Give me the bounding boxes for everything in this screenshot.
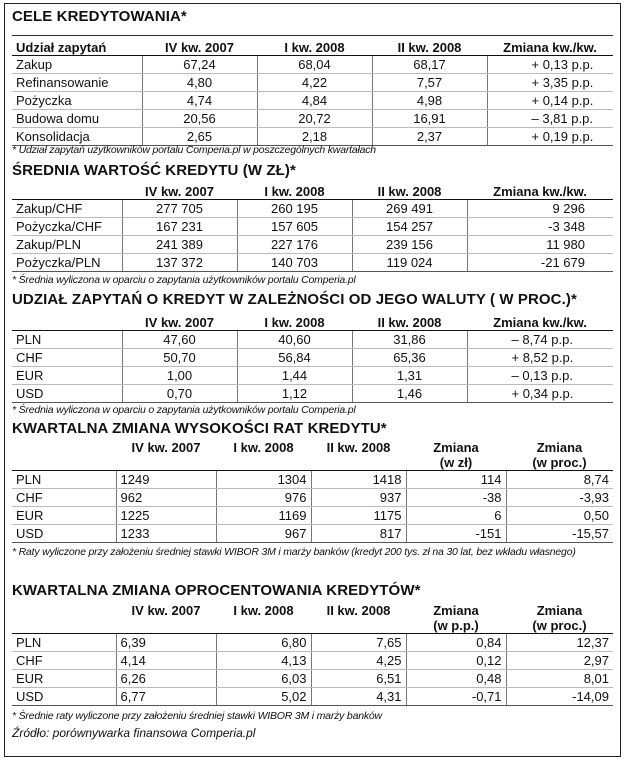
column-header: I kw. 2008 [233, 603, 294, 618]
table-cell: 6,03 [216, 670, 311, 688]
column-header: Zmiana [536, 603, 583, 618]
column-subheader: (w zł) [406, 455, 506, 471]
table-cell: 227 176 [237, 236, 352, 254]
column-header: Zmiana kw./kw. [487, 40, 613, 56]
table-cell: + 0,14 p.p. [487, 92, 613, 110]
table-cell: 239 156 [352, 236, 467, 254]
table-row [12, 349, 613, 367]
table-cell: 1249 [116, 471, 216, 489]
table-cell: 1,44 [237, 367, 352, 385]
table-cell: -3 348 [467, 218, 613, 236]
table-cell: 0,48 [406, 670, 506, 688]
table-cell: -151 [406, 525, 506, 543]
table-cell: + 3,35 p.p. [487, 74, 613, 92]
table-row [12, 471, 613, 489]
table-cell: 6,39 [116, 634, 216, 652]
table-row [12, 688, 613, 706]
row-label: USD [12, 525, 116, 543]
table-cell: 31,86 [352, 331, 467, 349]
column-header: Udział zapytań [12, 40, 142, 56]
row-label: Pożyczka/PLN [12, 254, 122, 272]
divider [12, 35, 613, 36]
row-label: USD [12, 688, 116, 706]
table-row [12, 507, 613, 525]
table-cell: 7,57 [372, 74, 487, 92]
column-header: II kw. 2008 [352, 315, 467, 331]
row-label: Zakup/PLN [12, 236, 122, 254]
table-cell: – 0,13 p.p. [467, 367, 613, 385]
table-cell: 817 [311, 525, 406, 543]
table-cell: 260 195 [237, 200, 352, 218]
table-row [12, 110, 613, 128]
table-cell: – 3,81 p.p. [487, 110, 613, 128]
row-label: PLN [12, 331, 122, 349]
table-cell: -38 [406, 489, 506, 507]
table-zmiana-oprocentowania [12, 603, 613, 706]
table-cell: 7,65 [311, 634, 406, 652]
table-cell: 4,74 [142, 92, 257, 110]
table-cell: 269 491 [352, 200, 467, 218]
table-cell: 40,60 [237, 331, 352, 349]
table-row [12, 652, 613, 670]
column-header: IV kw. 2007 [142, 40, 257, 56]
table-cell: 976 [216, 489, 311, 507]
table-cell: + 0,13 p.p. [487, 56, 613, 74]
table-row [12, 367, 613, 385]
table-cell: 167 231 [122, 218, 237, 236]
table-cell: 5,02 [216, 688, 311, 706]
column-header: Zmiana kw./kw. [467, 184, 613, 200]
table-cell: 137 372 [122, 254, 237, 272]
table-cell: 68,04 [257, 56, 372, 74]
column-subheader [216, 618, 311, 634]
row-label: EUR [12, 367, 122, 385]
table-cell: 1304 [216, 471, 311, 489]
section-title-srednia-wartosc: ŚREDNIA WARTOŚĆ KREDYTU (W ZŁ)* [12, 162, 296, 179]
row-label: CHF [12, 652, 116, 670]
row-label: Zakup [12, 56, 142, 74]
table-cell: 0,70 [122, 385, 237, 403]
section-title-zmiana-oprocentowania: KWARTALNA ZMIANA OPROCENTOWANIA KREDYTÓW* [12, 582, 421, 599]
table-cell: 4,31 [311, 688, 406, 706]
table-cell: + 0,34 p.p. [467, 385, 613, 403]
table-cell: 4,84 [257, 92, 372, 110]
row-label: PLN [12, 634, 116, 652]
table-cell: 1225 [116, 507, 216, 525]
column-header: I kw. 2008 [237, 184, 352, 200]
table-row [12, 385, 613, 403]
table-cell: 4,14 [116, 652, 216, 670]
table-srednia-wartosc [12, 184, 613, 272]
table-cell: 1233 [116, 525, 216, 543]
table-cell: 1418 [311, 471, 406, 489]
table-cell: 241 389 [122, 236, 237, 254]
table-cell: 11 980 [467, 236, 613, 254]
column-subheader [311, 455, 406, 471]
table-cell: + 0,19 p.p. [487, 128, 613, 146]
column-header: IV kw. 2007 [131, 603, 201, 618]
table-cell: 4,80 [142, 74, 257, 92]
column-header: II kw. 2008 [352, 184, 467, 200]
table-cele-kredytowania [12, 40, 613, 146]
column-header: Zmiana [433, 440, 479, 455]
table-cell: 1,31 [352, 367, 467, 385]
table-cell: 68,17 [372, 56, 487, 74]
column-header [12, 315, 122, 331]
row-label: EUR [12, 507, 116, 525]
column-subheader [311, 618, 406, 634]
source-line: Źródło: porównywarka finansowa Comperia.pl [12, 726, 256, 740]
table-cell: 0,50 [506, 507, 613, 525]
table-cell: 1169 [216, 507, 311, 525]
table-cell: + 8,52 p.p. [467, 349, 613, 367]
table-row [12, 128, 613, 146]
table-cell: 154 257 [352, 218, 467, 236]
table-cell: 4,13 [216, 652, 311, 670]
table-cell: 937 [311, 489, 406, 507]
table-cell: -14,09 [506, 688, 613, 706]
column-subheader [12, 618, 116, 634]
table-cell: 1,00 [122, 367, 237, 385]
table-row [12, 525, 613, 543]
table-row [12, 56, 613, 74]
footnote-udzial: * Średnia wyliczona w oparciu o zapytania użytkowników portalu Comperia.pl [12, 404, 356, 416]
table-row [12, 331, 613, 349]
table-cell: 16,91 [372, 110, 487, 128]
table-cell: – 8,74 p.p. [467, 331, 613, 349]
table-cell: 119 024 [352, 254, 467, 272]
table-cell: 50,70 [122, 349, 237, 367]
column-subheader [216, 455, 311, 471]
table-cell: 6,77 [116, 688, 216, 706]
table-row [12, 92, 613, 110]
column-header [12, 184, 122, 200]
column-header: IV kw. 2007 [122, 315, 237, 331]
table-cell: -0,71 [406, 688, 506, 706]
table-udzial-waluty [12, 315, 613, 403]
table-cell: 12,37 [506, 634, 613, 652]
table-cell: 1,46 [352, 385, 467, 403]
row-label: Pożyczka/CHF [12, 218, 122, 236]
column-subheader [12, 455, 116, 471]
section-title-udzial-waluty: UDZIAŁ ZAPYTAŃ O KREDYT W ZALEŻNOŚCI OD JEGO WALUTY ( W PROC.)* [12, 291, 577, 308]
footnote-raty: * Raty wyliczone przy założeniu średniej stawki WIBOR 3M i marży banków (kredyt 200 tys. zł na 30 lat, bez wkładu własnego) [12, 546, 576, 558]
table-cell: 1175 [311, 507, 406, 525]
column-header [12, 440, 116, 455]
table-row [12, 236, 613, 254]
column-header: II kw. 2008 [326, 603, 391, 618]
row-label: Refinansowanie [12, 74, 142, 92]
table-cell: 8,74 [506, 471, 613, 489]
table-cell: 0,12 [406, 652, 506, 670]
row-label: Konsolidacja [12, 128, 142, 146]
table-row [12, 489, 613, 507]
table-cell: 140 703 [237, 254, 352, 272]
table-row [12, 200, 613, 218]
row-label: PLN [12, 471, 116, 489]
column-subheader: (w proc.) [506, 618, 613, 634]
footnote-cele: * Udział zapytań użytkowników portalu Comperia.pl w poszczególnych kwartałach [12, 144, 376, 156]
row-label: Budowa domu [12, 110, 142, 128]
section-title-zmiana-rat: KWARTALNA ZMIANA WYSOKOŚCI RAT KREDYTU* [12, 420, 387, 437]
table-zmiana-rat [12, 440, 613, 543]
table-cell: 157 605 [237, 218, 352, 236]
table-cell: 56,84 [237, 349, 352, 367]
table-cell: 20,72 [257, 110, 372, 128]
table-cell: 0,84 [406, 634, 506, 652]
column-header: I kw. 2008 [257, 40, 372, 56]
table-cell: 9 296 [467, 200, 613, 218]
row-label: Pożyczka [12, 92, 142, 110]
row-label: Zakup/CHF [12, 200, 122, 218]
column-subheader: (w proc.) [506, 455, 613, 471]
table-cell: 114 [406, 471, 506, 489]
table-cell: 2,65 [142, 128, 257, 146]
table-row [12, 634, 613, 652]
table-cell: 6 [406, 507, 506, 525]
column-subheader [116, 455, 216, 471]
column-header: II kw. 2008 [326, 440, 391, 455]
column-header: Zmiana [433, 603, 479, 618]
row-label: EUR [12, 670, 116, 688]
column-header: Zmiana kw./kw. [467, 315, 613, 331]
column-header: I kw. 2008 [237, 315, 352, 331]
table-cell: 2,37 [372, 128, 487, 146]
table-cell: 2,18 [257, 128, 372, 146]
column-subheader: (w p.p.) [406, 618, 506, 634]
row-label: CHF [12, 349, 122, 367]
column-header: I kw. 2008 [233, 440, 294, 455]
table-cell: 4,98 [372, 92, 487, 110]
table-cell: 65,36 [352, 349, 467, 367]
table-cell: 8,01 [506, 670, 613, 688]
table-cell: -3,93 [506, 489, 613, 507]
document-page [4, 3, 621, 757]
table-cell: 6,26 [116, 670, 216, 688]
table-cell: 6,51 [311, 670, 406, 688]
table-row [12, 74, 613, 92]
table-cell: 67,24 [142, 56, 257, 74]
table-cell: 20,56 [142, 110, 257, 128]
table-cell: -15,57 [506, 525, 613, 543]
table-cell: 1,12 [237, 385, 352, 403]
row-label: CHF [12, 489, 116, 507]
footnote-srednia: * Średnia wyliczona w oparciu o zapytania użytkowników portalu Comperia.pl [12, 274, 356, 286]
table-row [12, 670, 613, 688]
row-label: USD [12, 385, 122, 403]
column-header [12, 603, 116, 618]
column-header: Zmiana [536, 440, 583, 455]
table-cell: 967 [216, 525, 311, 543]
table-cell: 277 705 [122, 200, 237, 218]
table-cell: -21 679 [467, 254, 613, 272]
column-subheader [116, 618, 216, 634]
table-cell: 962 [116, 489, 216, 507]
footnote-oprocentowanie: * Średnie raty wyliczone przy założeniu średniej stawki WIBOR 3M i marży banków [12, 710, 382, 722]
table-cell: 2,97 [506, 652, 613, 670]
section-title-cele-kredytowania: CELE KREDYTOWANIA* [12, 8, 187, 25]
column-header: II kw. 2008 [372, 40, 487, 56]
table-cell: 4,25 [311, 652, 406, 670]
table-cell: 4,22 [257, 74, 372, 92]
table-cell: 47,60 [122, 331, 237, 349]
column-header: IV kw. 2007 [131, 440, 201, 455]
table-row [12, 254, 613, 272]
table-cell: 6,80 [216, 634, 311, 652]
column-header: IV kw. 2007 [122, 184, 237, 200]
table-row [12, 218, 613, 236]
